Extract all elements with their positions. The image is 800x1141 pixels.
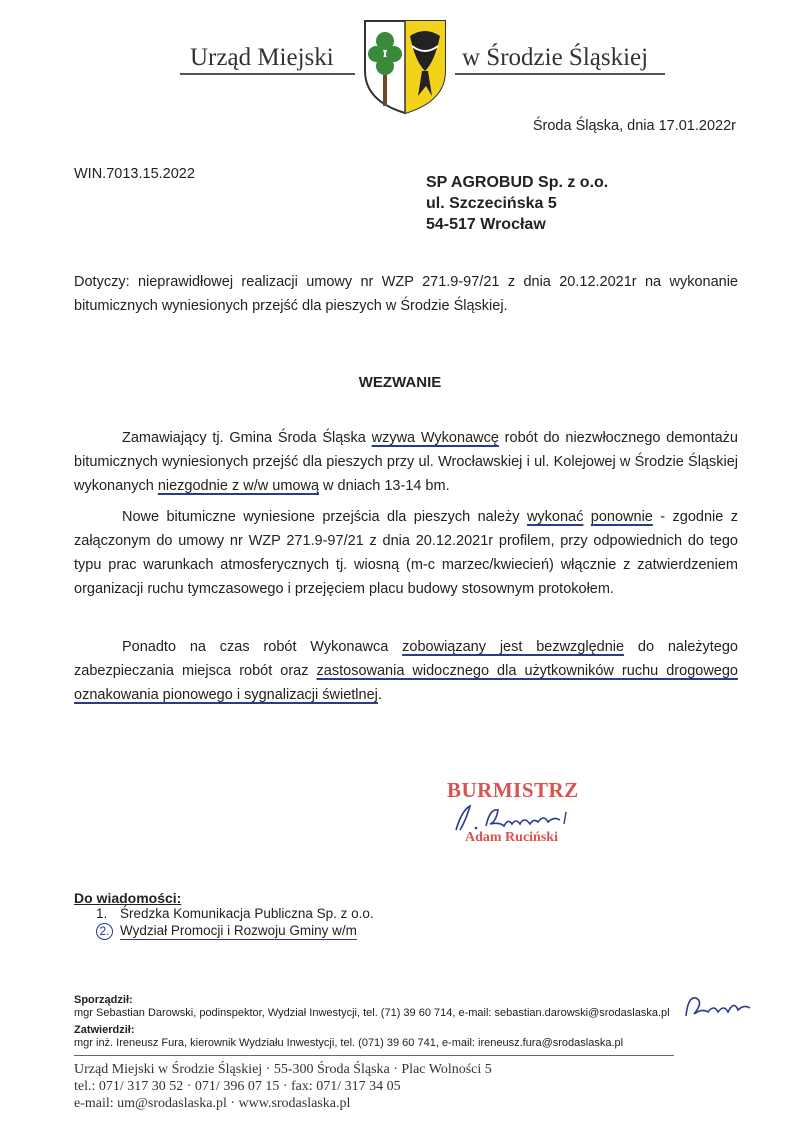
footer-contact: e-mail: um@srodaslaska.pl · www.srodaslaska.pl: [74, 1096, 351, 1111]
office-name-left: Urząd Miejski: [190, 44, 334, 71]
underlined-phrase: wykonać: [526, 509, 584, 525]
circled-number: 2.: [96, 923, 113, 940]
distribution-heading: Do wiadomości:: [74, 890, 182, 906]
subject-line: Dotyczy: nieprawidłowej realizacji umowy nr WZP 271.9-97/21 z dnia 20.12.2021r na wykonanie bitumicznych wyniesionych przejść dla pieszych w Środzie Śląskiej.: [74, 274, 738, 314]
text-run: w dniach 13-14 bm.: [319, 478, 450, 494]
text-run: robót do niezwłocznego demontażu bitumicznych wyniesionych przejść dla pieszych przy ul. Wrocławskiej i ul. Kolejowej w Środzie Śląskiej wykonanych: [74, 430, 738, 494]
prepared-by-text: mgr Sebastian Darowski, podinspektor, Wydział Inwestycji, tel. (71) 39 60 714, e-mail: sebastian.darowski@srodaslaska.pl: [74, 1007, 670, 1019]
approved-by-text: mgr inż. Ireneusz Fura, kierownik Wydziału Inwestycji, tel. (071) 39 60 741, e-mail: ireneusz.fura@srodaslaska.pl: [74, 1037, 624, 1049]
handwritten-signature-icon: [448, 800, 598, 834]
text-run: - zgodnie z załączonym do umowy nr WZP 271.9-97/21 z dnia 20.12.2021r profilem, przy odpowiednich do tego typu prac warunkach atmosferycznych tj. wiosną (m-c marzec/kwiecień) włącznie z zatwierdzeniem organizacji ruchu tymczasowego i przejęciem placu budowy stosownym protokołem.: [74, 509, 738, 597]
coat-of-arms-icon: [360, 16, 450, 116]
initials-signature-icon: [680, 990, 770, 1020]
text-run: do należytego zabezpieczania miejsca robót oraz: [74, 639, 738, 679]
list-text: Średzka Komunikacja Publiczna Sp. z o.o.: [120, 906, 374, 921]
underlined-phrase: ponownie: [590, 509, 653, 525]
paragraph-2: [74, 505, 738, 601]
header-rule-right: [455, 73, 665, 75]
reference-number: WIN.7013.15.2022: [74, 166, 195, 182]
stamp-title: BURMISTRZ: [447, 778, 579, 802]
text-run: Nowe bitumiczne wyniesione przejścia dla pieszych należy: [122, 509, 527, 525]
text-run: Ponadto na czas robót Wykonawca: [122, 639, 403, 655]
stamp-name: Adam Ruciński: [465, 830, 558, 845]
list-number: 1.: [96, 906, 108, 921]
underlined-phrase: zobowiązany jest bezwzględnie: [402, 639, 625, 655]
approved-by-label: Zatwierdził:: [74, 1024, 135, 1036]
recipient-name: SP AGROBUD Sp. z o.o.: [426, 174, 609, 191]
footer-address: Urząd Miejski w Środzie Śląskiej · 55-300 Środa Śląska · Plac Wolności 5: [74, 1062, 492, 1077]
underlined-phrase: zastosowania widocznego dla użytkowników ruchu drogowego oznakowania pionowego i sygnalizacji świetlnej: [74, 663, 738, 703]
office-name-right: w Środzie Śląskiej: [462, 44, 649, 71]
header-rule-left: [180, 73, 355, 75]
list-text: Wydział Promocji i Rozwoju Gminy w/m: [120, 923, 357, 938]
list-item: [96, 923, 357, 940]
text-run: .: [377, 687, 382, 703]
underlined-phrase: wzywa Wykonawcę: [371, 430, 499, 446]
prepared-by-label: Sporządził:: [74, 994, 133, 1006]
date-line: Środa Śląska, dnia 17.01.2022r: [532, 118, 736, 134]
paragraph-1: [74, 426, 738, 498]
recipient-city: 54-517 Wrocław: [426, 216, 546, 233]
paragraph-3: [74, 635, 738, 707]
document-title: WEZWANIE: [358, 374, 442, 391]
footer-phones: tel.: 071/ 317 30 52 · 071/ 396 07 15 · fax: 071/ 317 34 05: [74, 1079, 401, 1094]
recipient-street: ul. Szczecińska 5: [426, 195, 557, 212]
list-item: [96, 906, 374, 921]
underlined-phrase: niezgodnie z w/w umową: [157, 478, 320, 494]
recipient-address: [426, 172, 608, 235]
footer-rule: [74, 1055, 674, 1056]
text-run: Zamawiający tj. Gmina Środa Śląska: [122, 430, 372, 446]
text-run: [583, 509, 590, 525]
